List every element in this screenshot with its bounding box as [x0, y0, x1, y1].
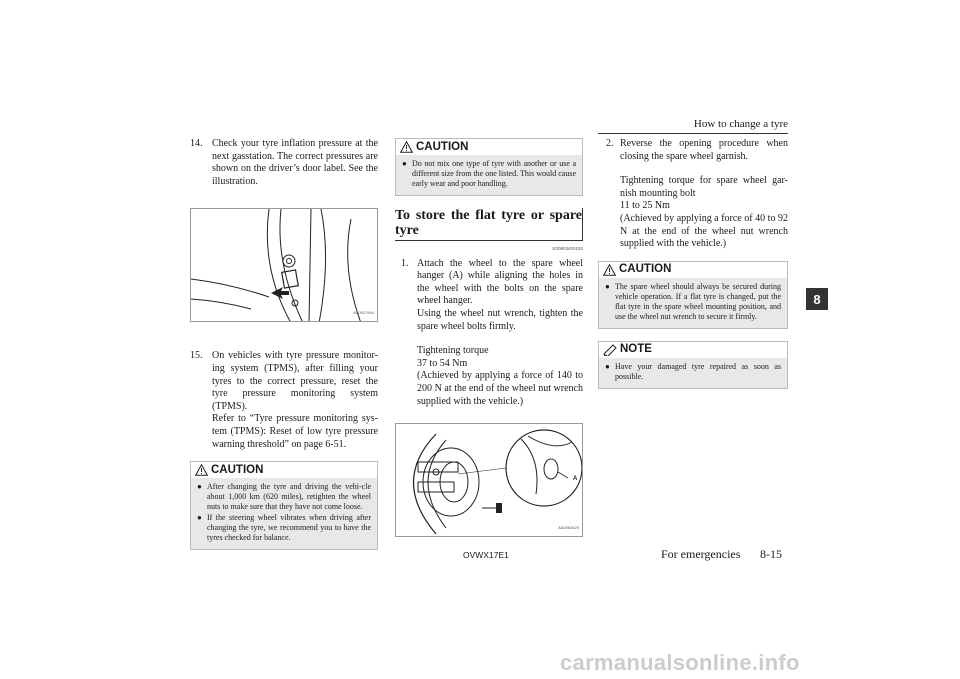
step-number: 2.	[606, 138, 614, 149]
torque-label: Tightening torque for spare wheel gar-nish mounting bolt	[620, 175, 788, 199]
step-reference: Refer to “Tyre pressure monitoring sys-tem (TPMS): Reset of low tyre pressure warning threshold” on page 6-51.	[212, 413, 378, 450]
bullet-icon: ●	[197, 482, 202, 492]
torque-value: 11 to 25 Nm	[620, 200, 670, 212]
document-code: OVWX17E1	[463, 550, 509, 560]
bullet-icon: ●	[197, 513, 202, 523]
step-number: 1.	[401, 257, 409, 269]
door-label-drawing	[191, 209, 378, 322]
note-box	[598, 341, 788, 389]
section-title: To store the flat tyre or spare tyre	[395, 208, 583, 241]
step-text: On vehicles with tyre pressure monitor-ing system (TPMS), after filling your tyres to the correct pressure, reset the tyre pressure monitoring system (TPMS).	[212, 350, 378, 412]
warning-triangle-icon	[603, 264, 616, 276]
column-right	[598, 138, 788, 389]
caution-box	[190, 461, 378, 550]
caution-item: ● If the steering wheel vibrates when driving after changing the tyre, we recommend you to have the tyres checked for balance.	[197, 513, 371, 543]
header-rule	[598, 133, 788, 134]
torque-note: (Achieved by applying a force of 140 to 200 N at the end of the wheel nut wrench supplied with the vehicle.)	[417, 370, 583, 407]
bullet-icon: ●	[402, 159, 407, 168]
step-1	[395, 258, 583, 409]
caution-label: CAUTION	[416, 140, 469, 153]
warning-triangle-icon	[195, 464, 208, 476]
bullet-icon: ●	[605, 281, 610, 291]
torque-label: Tightening torque	[417, 345, 489, 357]
caution-item: ● After changing the tyre and driving the vehi-cle about 1,000 km (620 miles), retighten the wheel nuts to make sure that they have not come loose.	[197, 482, 371, 512]
step-text: Using the wheel nut wrench, tighten the spare wheel bolts firmly.	[417, 307, 583, 332]
torque-note: (Achieved by applying a force of 40 to 92 N at the end of the wheel nut wrench supplied with the vehicle.)	[620, 212, 788, 250]
note-label: NOTE	[620, 343, 652, 356]
step-number: 14.	[190, 138, 203, 149]
caution-box	[395, 138, 583, 196]
page-number: 8-15	[760, 547, 782, 561]
caution-label: CAUTION	[619, 263, 672, 276]
door-label-illustration	[190, 208, 378, 322]
step-text: Check your tyre inflation pressure at the next gasstation. The correct pressures are shown on the driver’s door label. See the illustration.	[212, 138, 378, 187]
note-item: ● Have your damaged tyre repaired as soon as possible.	[605, 361, 781, 381]
note-pencil-icon	[603, 344, 617, 356]
step-number: 15.	[190, 350, 203, 362]
figure-code: AA0027944	[353, 309, 374, 315]
watermark: carmanualsonline.info	[560, 650, 800, 675]
step-2	[598, 138, 788, 251]
column-left	[190, 138, 378, 550]
section-code: E00803400192	[552, 246, 583, 251]
step-15	[190, 350, 378, 451]
spare-wheel-drawing	[396, 424, 583, 537]
warning-triangle-icon	[400, 141, 413, 153]
torque-value: 37 to 54 Nm	[417, 357, 468, 369]
column-middle	[395, 138, 583, 537]
step-text: Attach the wheel to the spare wheel hanger (A) while aligning the holes in the wheel with the bolts on the spare wheel hanger.	[417, 257, 583, 307]
running-header: How to change a tyre	[693, 118, 788, 130]
chapter-tab[interactable]: 8	[806, 288, 828, 310]
spare-wheel-hanger-illustration	[395, 423, 583, 537]
bullet-icon: ●	[605, 361, 610, 371]
caution-box	[598, 261, 788, 329]
footer-section: For emergencies	[661, 547, 741, 561]
caution-item: ● The spare wheel should always be secured during vehicle operation. If a flat tyre is changed, put the flat tyre in the spare wheel mounting position, and use the wheel nut wrench to secure it firmly.	[605, 281, 781, 321]
caution-label: CAUTION	[211, 463, 264, 476]
figure-code: AA0063629	[558, 524, 579, 530]
step-text: Reverse the opening procedure when closing the spare wheel garnish.	[620, 138, 788, 162]
figure-label-a: A	[573, 476, 578, 483]
caution-item: ● Do not mix one type of tyre with another or use a different size from the one listed. This would cause early wear and poor handling.	[402, 159, 576, 188]
step-14	[190, 138, 378, 188]
